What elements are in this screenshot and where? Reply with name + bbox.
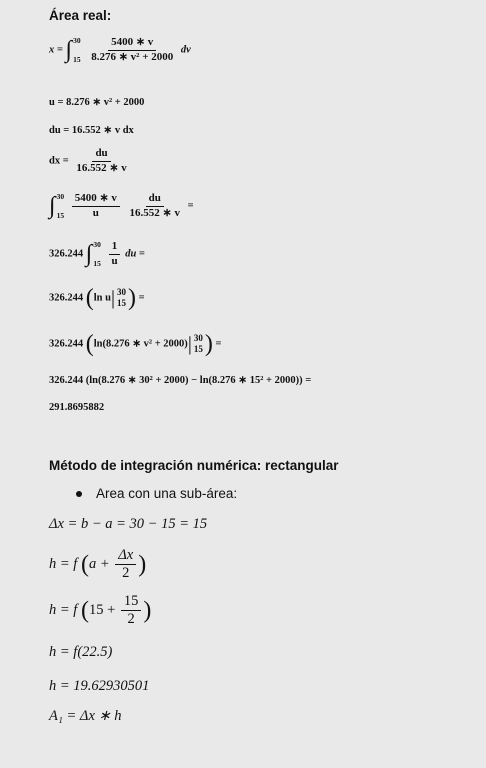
integral-upper-limit: 30 [56,192,65,201]
ln-coef: 326.244 [49,292,84,304]
delta-x-line: Δx = b − a = 30 − 15 = 15 [49,516,208,532]
dx-expression [49,148,132,174]
integral-sign: ∫ [65,37,73,63]
integral-lower-limit: 15 [56,211,65,220]
integral-sign: ∫ [85,241,93,267]
h2-numerator: 15 [121,594,142,611]
dx-numerator: du [92,148,110,162]
h2-a: 15 + [88,602,116,619]
h-formula-4: h = 19.62930501 [49,678,150,694]
ln-eval-upper: 30 [117,286,126,297]
integral-lower-limit: 15 [73,55,81,64]
bullet-icon [76,491,82,497]
ln2-evaluation: 326.244 (ln(8.276 ∗ v² + 2000)| 30 15 ) = [49,331,222,357]
coef-denominator: u [111,254,118,267]
sub-denominator-1: u [92,206,99,219]
ln2-eval-upper: 30 [193,332,203,343]
h-formula-2: h = f (15 + $\frac{15}{2}$ ) [49,593,152,628]
ln-equals: = [138,292,145,304]
bullet-item [76,486,237,501]
integral-lower-limit: 15 [93,259,101,268]
integral-differential: dv [180,44,191,56]
coef-du: du = [125,248,145,260]
ln2-coef: 326.244 [49,338,84,350]
dx-lhs: dx = [49,155,69,167]
area-formula: A₁ = Δx ∗ h [49,708,122,724]
h2-lhs: h = f [49,602,78,619]
sub-numerator-1: 5400 ∗ v [72,193,120,207]
integral-sign: ∫ [49,193,56,219]
bullet-text: Area con una sub-área: [96,486,238,501]
integral-definition [49,36,191,64]
ln2-eval-lower: 15 [193,344,203,354]
coef-numerator: 1 [109,241,121,255]
result-value: 291.8695882 [49,402,105,413]
h1-denominator: 2 [122,565,130,582]
dx-denominator: 16.552 ∗ v [76,161,127,174]
ln-eval-lower: 15 [117,298,126,308]
ln2-equals: = [215,338,222,350]
u-substitution: u = 8.276 ∗ v² + 2000 [49,97,145,108]
integral-denominator: 8.276 ∗ v² + 2000 [91,50,174,63]
du-substitution: du = 16.552 ∗ v dx [49,125,134,136]
sub-numerator-2: du [146,193,164,207]
sub-equals: = [187,200,194,212]
h1-lhs: h = f [49,556,78,573]
integral-lhs: x = [49,44,63,56]
h-formula-1: h = f (a + $\frac{\Delta x}{2}$ ) [49,547,147,582]
ln3-evaluation: 326.244 (ln(8.276 ∗ 30² + 2000) − ln(8.276 ∗ 15² + 2000)) = [49,375,312,386]
integral-upper-limit: 30 [93,240,101,249]
coefficient-integral [49,240,145,268]
integral-numerator: 5400 ∗ v [108,37,156,51]
h1-numerator: Δx [115,548,136,565]
heading-metodo: Método de integración numérica: rectangular [49,458,339,473]
heading-area-real: Área real: [49,8,112,23]
h2-denominator: 2 [127,611,135,628]
integral-upper-limit: 30 [73,36,81,45]
h-formula-3: h = f(22.5) [49,644,113,660]
sub-denominator-2: 16.552 ∗ v [129,206,181,219]
coef-value: 326.244 [49,248,84,260]
substituted-integral [49,192,194,220]
ln2-inner: ln(8.276 ∗ v² + 2000) [93,338,188,350]
ln-evaluation: 326.244 (ln u| 30 15 ) = [49,285,145,311]
h1-a: a + [88,556,110,573]
ln-inner: ln u [93,292,111,304]
